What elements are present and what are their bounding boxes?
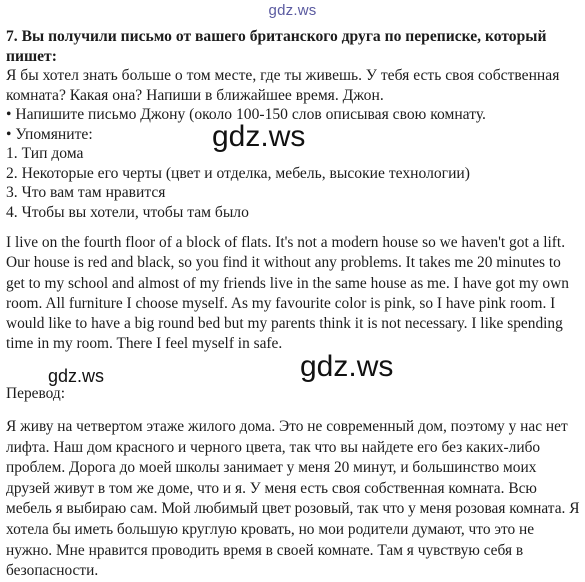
watermark-middle-right: gdz.ws bbox=[300, 350, 394, 383]
list-item: 4. Чтобы вы хотели, чтобы там было bbox=[6, 203, 249, 221]
task-instruction: • Напишите письмо Джону (около 100-150 слов описывая свою комнату. bbox=[6, 106, 486, 123]
list-item: 2. Некоторые его черты (цвет и отделка, мебель, высокие технологии) bbox=[6, 164, 470, 182]
translation-label: Перевод: bbox=[6, 385, 65, 402]
watermark-middle: gdz.ws bbox=[212, 120, 306, 153]
mention-label: • Упомяните: bbox=[6, 125, 93, 143]
answer-block bbox=[6, 233, 581, 355]
watermark-top: gdz.ws bbox=[268, 2, 317, 19]
task-title: 7. Вы получили письмо от вашего британского друга по переписке, который пишет: bbox=[6, 28, 547, 65]
translation-text: Я живу на четвертом этаже жилого дома. Это не современный дом, поэтому у нас нет лифта. Наш дом красного и черного цвета, так что вы найдете его без каких-либо проблем. Дорога до моей школы занимает у меня 20 минут, и большинство моих друзей живут в том же доме, что и я. У меня есть своя собственная комната. Всю мебель я выбираю сам. Мой любимый цвет розовый, так что у меня розовая комната. Я хотела бы иметь большую круглую кровать, но мои родители думают, что это не нужно. Мне нравится проводить время в своей комнате. Там я чувствую себя в безопасности. bbox=[6, 418, 580, 580]
answer-text: I live on the fourth floor of a block of flats. It's not a modern house so we haven't got a lift. Our house is red and black, so you find it without any problems. It takes me 20 minutes to get to my school and almost of my friends live in the same house as me. I have got my own room. All furniture I choose myself. As my favourite color is pink, so I have pink room. I would like to have a big round bed but my parents think it is not necessary. I like spending time in my room. There I feel myself in safe. bbox=[6, 234, 569, 353]
list-item: 1. Тип дома bbox=[6, 145, 84, 162]
letter-intro: Я бы хотел знать больше о том месте, где ты живешь. У тебя есть своя собственная комната? Какая она? Напиши в ближайшее время. Джон. bbox=[6, 67, 560, 104]
watermark-small-left: gdz.ws bbox=[48, 366, 105, 386]
list-item: 3. Что вам там нравится bbox=[6, 184, 166, 201]
mention-list bbox=[6, 144, 581, 222]
